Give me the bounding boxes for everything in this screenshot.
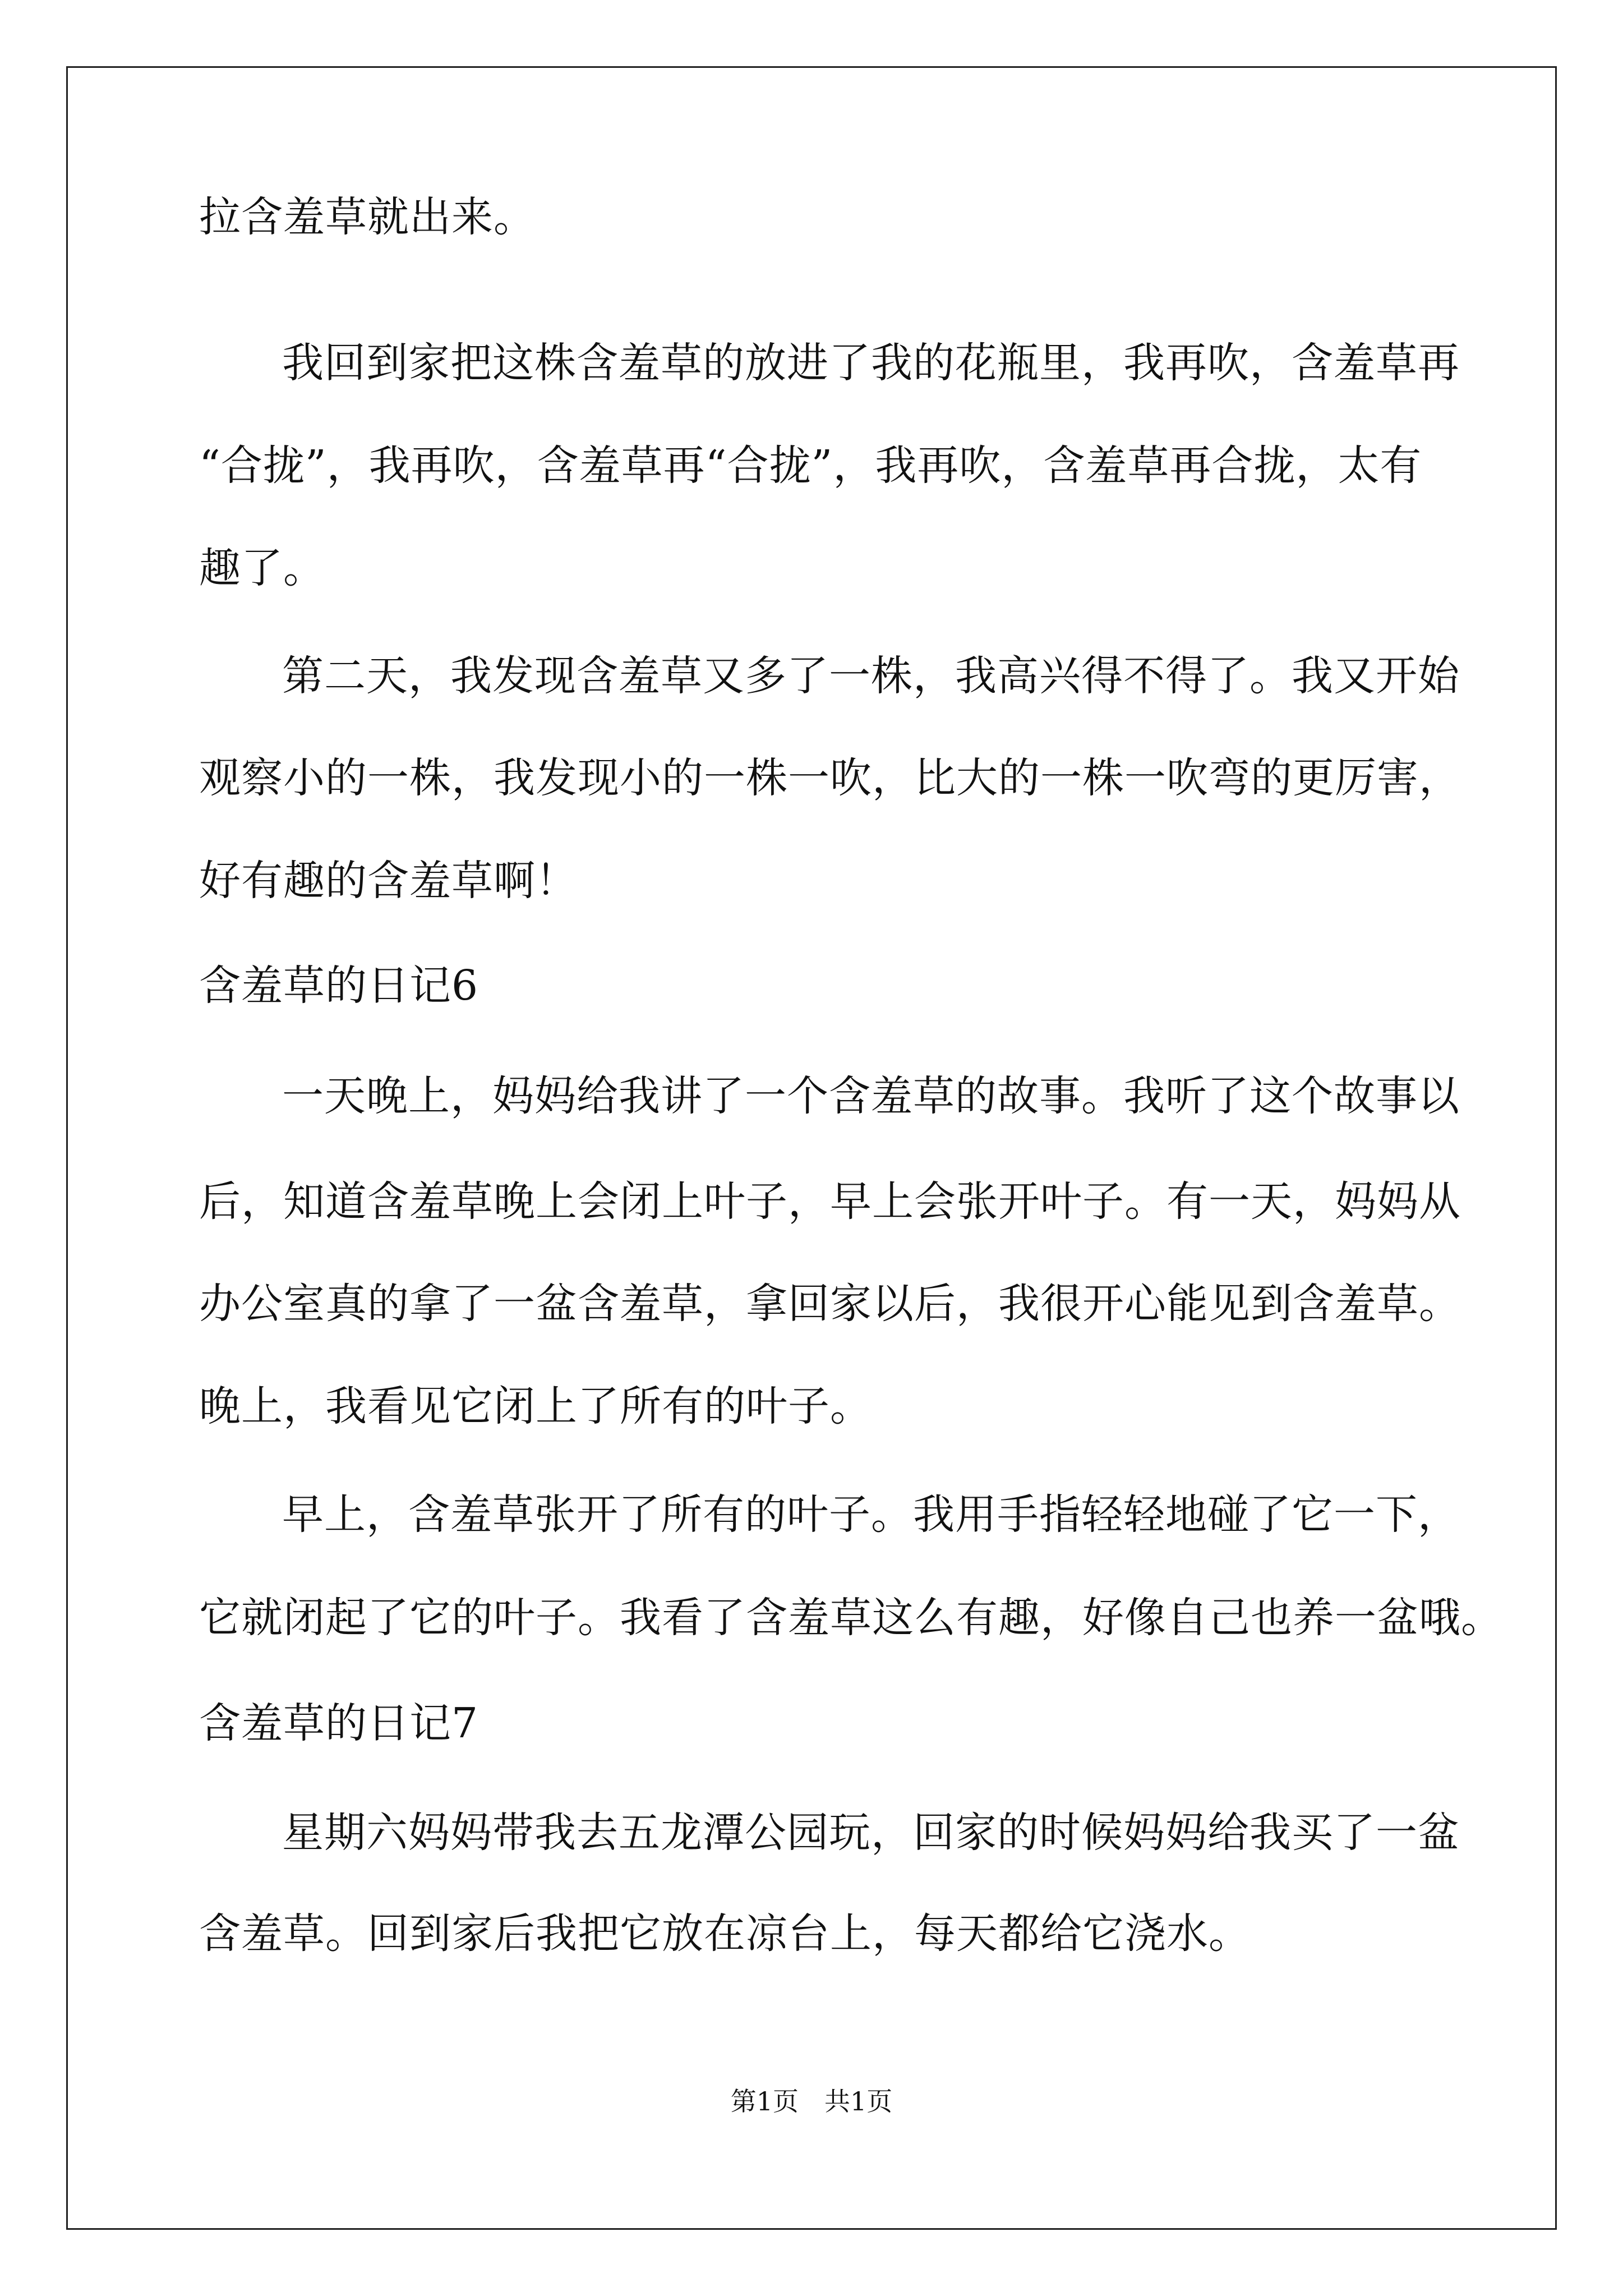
text-line: 一天晚上，妈妈给我讲了一个含羞草的故事。我听了这个故事以 — [282, 1072, 1460, 1120]
text-line: 拉含羞草就出来。 — [199, 193, 536, 241]
text-line: 早上，含羞草张开了所有的叶子。我用手指轻轻地碰了它一下， — [282, 1490, 1460, 1539]
text-line: “合拢”，我再吹，含羞草再“合拢”，我再吹，含羞草再合拢，太有 — [199, 441, 1422, 490]
text-line: 好有趣的含羞草啊！ — [199, 857, 578, 905]
text-line: 星期六妈妈带我去五龙潭公园玩，回家的时候妈妈给我买了一盆 — [282, 1809, 1460, 1857]
text-line: 趣了。 — [199, 544, 325, 592]
page-number: 第1页 共1页 — [730, 2086, 893, 2116]
text-line: 它就闭起了它的叶子。我看了含羞草这么有趣，好像自己也养一盆哦。 — [199, 1594, 1503, 1642]
text-line: 观察小的一株，我发现小的一株一吹，比大的一株一吹弯的更厉害， — [199, 754, 1461, 802]
text-line: 后，知道含羞草晚上会闭上叶子，早上会张开叶子。有一天，妈妈从 — [199, 1177, 1461, 1226]
text-line: 我回到家把这株含羞草的放进了我的花瓶里，我再吹，含羞草再 — [282, 339, 1460, 387]
text-line: 晚上，我看见它闭上了所有的叶子。 — [199, 1382, 872, 1430]
section-heading: 含羞草的日记6 — [199, 961, 479, 1010]
section-heading: 含羞草的日记7 — [199, 1699, 479, 1747]
text-line: 办公室真的拿了一盆含羞草，拿回家以后，我很开心能见到含羞草。 — [199, 1280, 1461, 1328]
text-line: 含羞草。回到家后我把它放在凉台上，每天都给它浇水。 — [199, 1910, 1251, 1958]
page-border — [66, 66, 1557, 2230]
text-line: 第二天，我发现含羞草又多了一株，我高兴得不得了。我又开始 — [282, 652, 1460, 700]
